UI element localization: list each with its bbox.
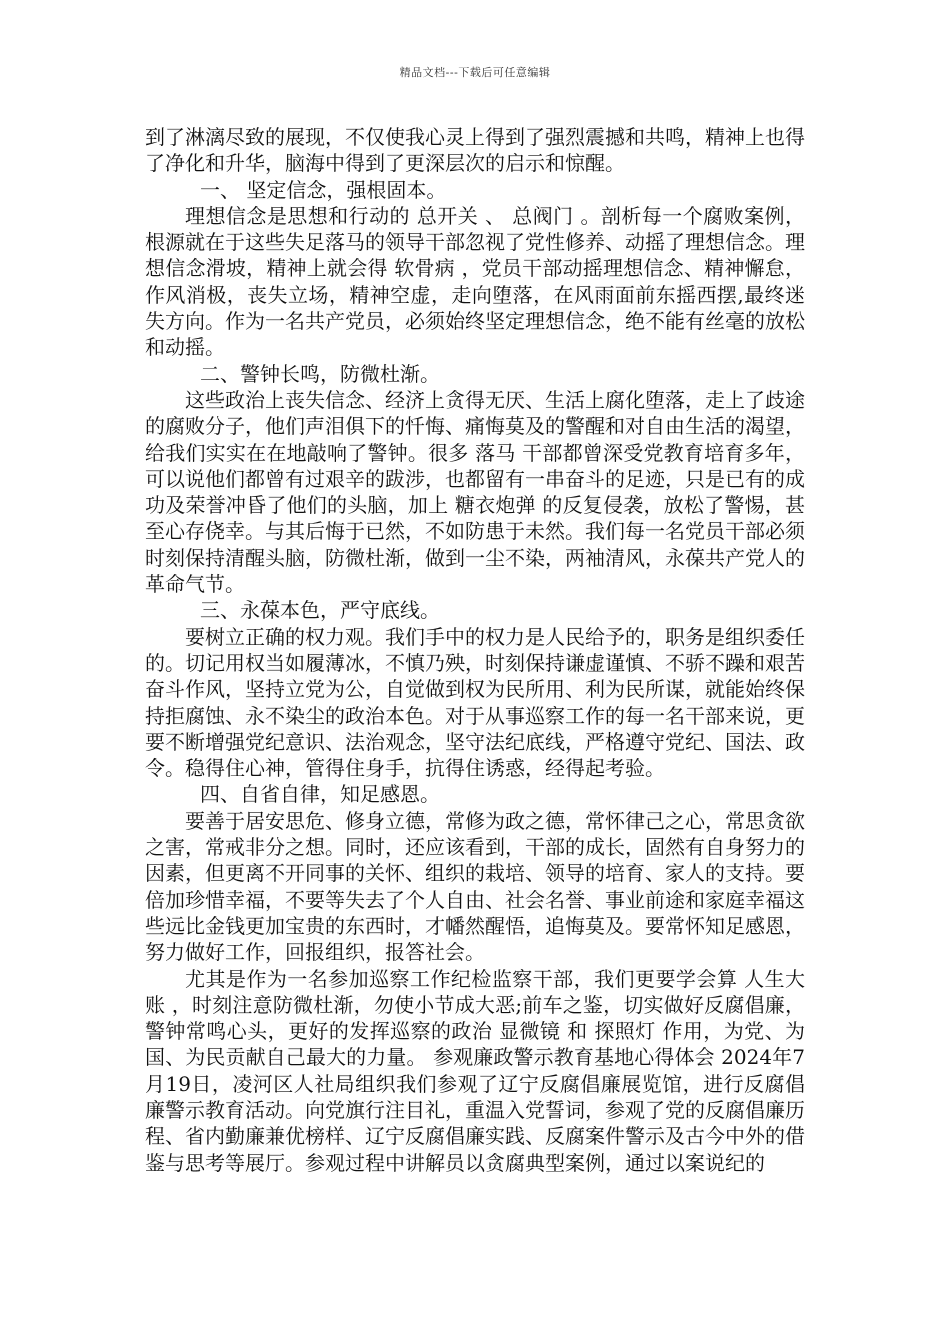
body-paragraph: 理想信念是思想和行动的 总开关 、 总阀门 。剖析每一个腐败案例，根源就在于这些失足落马的领导干部忽视了党性修养、动摇了理想信念。理想信念滑坡，精神上就会得 软骨病 ，党员干部动摇理想信念、精神懈怠，作风消极，丧失立场，精神空虚，走向堕落，在风雨面前东摇西摆,最终迷失方向。作为一名共产党员，必须始终坚定理想信念，绝不能有丝毫的放松和动摇。 xyxy=(145,203,805,360)
page-header: 精品文档---下载后可任意编辑 xyxy=(399,66,551,79)
continuation-paragraph: 到了淋漓尽致的展现，不仅使我心灵上得到了强烈震撼和共鸣，精神上也得了净化和升华，脑海中得到了更深层次的启示和惊醒。 xyxy=(145,125,805,176)
body-paragraph: 要善于居安思危、修身立德，常修为政之德，常怀律己之心，常思贪欲之害，常戒非分之想。同时，还应该看到，干部的成长，固然有自身努力的因素，但更离不开同事的关怀、组织的栽培、领导的培育、家人的支持。要倍加珍惜幸福，不要等失去了个人自由、社会名誉、事业前途和家庭幸福这些远比金钱更加宝贵的东西时，才幡然醒悟，追悔莫及。要常怀知足感恩，努力做好工作，回报组织，报答社会。 xyxy=(145,808,805,965)
body-paragraph: 尤其是作为一名参加巡察工作纪检监察干部，我们更要学会算 人生大账 ，时刻注意防微杜渐，勿使小节成大恶;前车之鉴，切实做好反腐倡廉，警钟常鸣心头，更好的发挥巡察的政治 显微镜 和 探照灯 作用，为党、为国、为民贡献自己最大的力量。 参观廉政警示教育基地心得体会 2024年7月19日，凌河区人社局组织我们参观了辽宁反腐倡廉展览馆，进行反腐倡廉警示教育活动。向党旗行注目礼，重温入党誓词，参观了党的反腐倡廉历程、省内勤廉兼优榜样、辽宁反腐倡廉实践、反腐案件警示及古今中外的借鉴与思考等展厅。参观过程中讲解员以贪腐典型案例，通过以案说纪的 xyxy=(145,966,805,1175)
body-paragraph: 要树立正确的权力观。我们手中的权力是人民给予的，职务是组织委任的。切记用权当如履薄冰，不慎乃殃，时刻保持谦虚谨慎、不骄不躁和艰苦奋斗作风，坚持立党为公，自觉做到权为民所用、利为民所谋，就能始终保持拒腐蚀、永不染尘的政治本色。对于从事巡察工作的每一名干部来说，更要不断增强党纪意识、法治观念，坚守法纪底线，严格遵守党纪、国法、政令。稳得住心神，管得住身手，抗得住诱惑，经得起考验。 xyxy=(145,624,805,781)
section-heading-2: 二、警钟长鸣，防微杜渐。 xyxy=(200,361,440,386)
section-heading-4: 四、自省自律，知足感恩。 xyxy=(200,782,440,807)
section-heading-1: 一、 坚定信念，强根固本。 xyxy=(200,177,447,202)
body-paragraph: 这些政治上丧失信念、经济上贪得无厌、生活上腐化堕落，走上了歧途的腐败分子，他们声泪俱下的忏悔、痛悔莫及的警醒和对自由生活的渴望，给我们实实在在地敲响了警钟。很多 落马 干部都曾深受党教育培育多年，可以说他们都曾有过艰辛的跋涉，也都留有一串奋斗的足迹，只是已有的成功及荣誉冲昏了他们的头脑，加上 糖衣炮弹 的反复侵袭，放松了警惕，甚至心存侥幸。与其后悔于已然，不如防患于未然。我们每一名党员干部必须时刻保持清醒头脑，防微杜渐，做到一尘不染，两袖清风，永葆共产党人的革命气节。 xyxy=(145,387,805,597)
section-heading-3: 三、永葆本色，严守底线。 xyxy=(200,598,440,623)
document-body xyxy=(145,124,805,1176)
